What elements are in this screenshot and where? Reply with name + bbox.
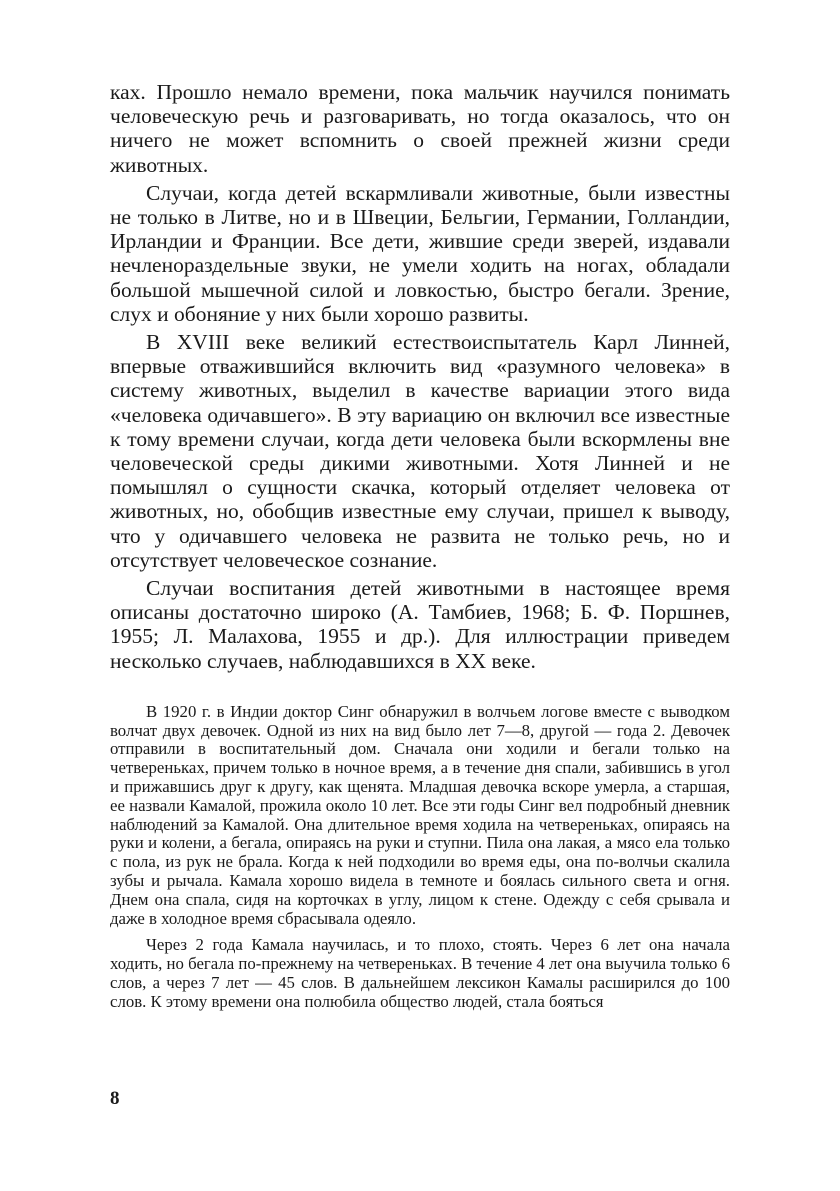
paragraph-modern-cases: Случаи воспитания детей животными в настоящее время описаны достаточно широко (А. Тамбиев, 1968; Б. Ф. Поршнев, 1955; Л. Малахова, 1955 и др.). Для иллюстрации приведем несколько случаев, наблюдавшихся в XX веке.: [110, 576, 730, 673]
case-paragraph-progress: Через 2 года Камала научилась, и то плохо, стоять. Через 6 лет она начала ходить, но бегала по-прежнему на четвереньках. В течение 4 лет она выучила только 6 слов, а через 7 лет — 45 слов. В дальнейшем лексикон Камалы расширился до 100 слов. К этому времени она полюбила общество людей, стала бояться: [110, 935, 730, 1011]
case-description: [110, 703, 730, 1012]
page-number: 8: [110, 1088, 120, 1109]
case-paragraph-kamala: В 1920 г. в Индии доктор Синг обнаружил в волчьем логове вместе с выводком волчат двух девочек. Одной из них на вид было лет 7—8, другой — года 2. Девочек отправили в воспитательный дом. Сначала они ходили и бегали только на четвереньках, причем только в ночное время, а в течение дня спали, забившись в угол и прижавшись друг к другу, как щенята. Младшая девочка вскоре умерла, а старшая, ее назвали Камалой, прожила около 10 лет. Все эти годы Синг вел подробный дневник наблюдений за Камалой. Она длительное время ходила на четвереньках, опираясь на руки и колени, а бегала, опираясь на руки и ступни. Пила она лакая, а мясо ела только с пола, из рук не брала. Когда к ней подходили во время еды, она по-волчьи скалила зубы и рычала. Камала хорошо видела в темноте и боялась сильного света и огня. Днем она спала, сидя на корточках в углу, лицом к стене. Одежду с себя срывала и даже в холодное время сбрасывала одеяло.: [110, 701, 730, 928]
paragraph-continuation: ках. Прошло немало времени, пока мальчик научился понимать человеческую речь и разговаривать, но тогда оказалось, что он ничего не может вспомнить о своей прежней жизни среди животных.: [110, 80, 730, 177]
paragraph-animal-cases: Случаи, когда детей вскармливали животные, были известны не только в Литве, но и в Швеции, Бельгии, Германии, Голландии, Ирландии и Франции. Все дети, жившие среди зверей, издавали нечленораздельные звуки, не умели ходить на ногах, обладали большой мышечной силой и ловкостью, быстро бегали. Зрение, слух и обоняние у них были хорошо развиты.: [110, 180, 730, 326]
main-text: [110, 80, 730, 673]
paragraph-linnaeus: В XVIII веке великий естествоиспытатель Карл Линней, впервые отважившийся включить вид «разумного человека» в систему животных, выделил в качестве вариации этого вида «человека одичавшего». В эту вариацию он включил все известные к тому времени случаи, когда дети человека были вскормлены вне человеческой среды дикими животными. Хотя Линней и не помышлял о сущности скачка, который отделяет человека от животных, но, обобщив известные ему случаи, пришел к выводу, что у одичавшего человека не развита не только речь, но и отсутствует человеческое сознание.: [110, 330, 730, 572]
